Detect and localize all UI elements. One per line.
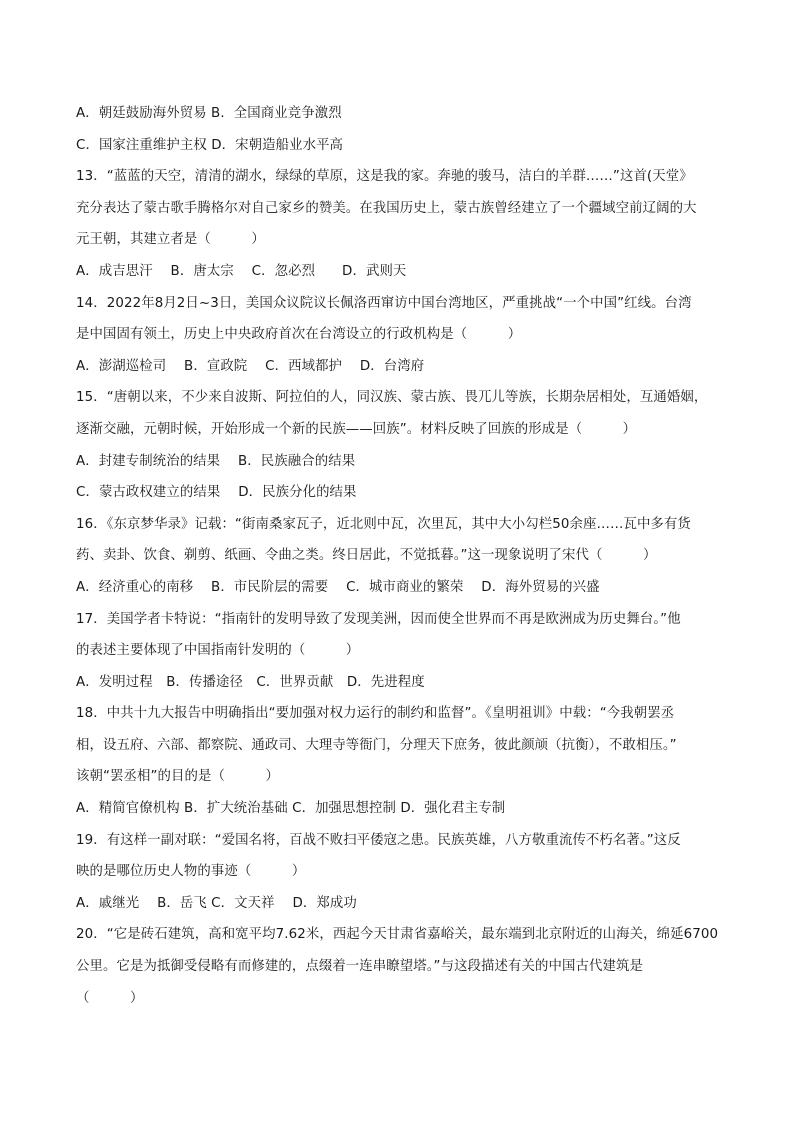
question-18-line-3: 该朝“罢丞相”的目的是（ ）	[76, 769, 279, 785]
option-line-12-ab: A．朝廷鼓励海外贸易 B．全国商业竞争激烈	[76, 106, 342, 121]
question-20-line-1: 20．“它是砖石建筑，高和宽平均7.62米，西起今天甘肃省嘉峪关，最东端到北京附近的山海关，绵延6700	[76, 927, 719, 943]
question-18-line-1: 18．中共十九大报告中明确指出“要加强对权力运行的制约和监督”。《皇明祖训》中载：“今我朝罢丞	[76, 706, 675, 722]
option-line-18: A．精简官僚机构 B．扩大统治基础 C．加强思想控制 D．强化君主专制	[76, 801, 506, 817]
question-16-line-1: 16．《东京梦华录》记载：“街南桑家瓦子，近北则中瓦，次里瓦，其中大小勾栏50余座……瓦中多有货	[76, 516, 691, 532]
question-15-line-1: 15．“唐朝以来，不少来自波斯、阿拉伯的人，同汉族、蒙古族、畏兀儿等族，长期杂居相处，互通婚姻，	[76, 390, 708, 406]
question-17-line-1: 17．美国学者卡特说：“指南针的发明导致了发现美洲，因而使全世界而不再是欧洲成为历史舞台。”他	[76, 611, 681, 627]
question-17-line-2: 的表述主要体现了中国指南针发明的（ ）	[76, 643, 360, 659]
option-line-15-ab: A．封建专制统治的结果 B．民族融合的结果	[76, 453, 356, 469]
question-18-line-2: 相，设五府、六部、都察院、通政司、大理寺等衙门，分理天下庶务，彼此颜颃（抗衡），不敢相压。”	[76, 737, 677, 753]
option-line-13: A．成吉思汗 B．唐太宗 C．忽必烈 D．武则天	[76, 263, 407, 279]
option-line-12-cd: C．国家注重维护主权 D．宋朝造船业水平高	[76, 137, 344, 153]
question-14-line-2: 是中国固有领土，历史上中央政府首次在台湾设立的行政机构是（ ）	[76, 327, 522, 343]
question-19-line-2: 映的是哪位历史人物的事迹（ ）	[76, 864, 306, 880]
question-20-line-3: （ ）	[76, 990, 144, 1006]
question-text-block	[76, 98, 724, 1014]
question-14-line-1: 14．2022年8月2日~3日，美国众议院议长佩洛西窜访中国台湾地区，严重挑战“一个中国”红线。台湾	[76, 295, 692, 311]
question-13-line-3: 元王朝，其建立者是（ ）	[76, 232, 265, 248]
question-20-line-2: 公里。它是为抵御受侵略有而修建的，点缀着一连串瞭望塔。”与这段描述有关的中国古代建筑是	[76, 959, 643, 975]
question-15-line-2: 逐渐交融，元朝时候，开始形成一个新的民族——回族”。材料反映了回族的形成是（ ）	[76, 421, 637, 437]
question-13-line-1: 13．“蓝蓝的天空，清清的湖水，绿绿的草原，这是我的家。奔驰的骏马，洁白的羊群……”这首(天堂》	[76, 169, 693, 185]
option-line-14: A．澎湖巡检司 B．宣政院 C．西域都护 D．台湾府	[76, 358, 425, 374]
question-13-line-2: 充分表达了蒙古歌手腾格尔对自己家乡的赞美。在我国历史上，蒙古族曾经建立了一个疆域空前辽阔的大	[76, 200, 697, 216]
question-19-line-1: 19．有这样一副对联：“爱国名将，百战不败扫平倭寇之患。民族英雄，八方敬重流传不朽名著。”这反	[76, 832, 681, 848]
option-line-15-cd: C．蒙古政权建立的结果 D．民族分化的结果	[76, 485, 357, 501]
option-line-19: A．戚继光 B．岳飞 C．文天祥 D．郑成功	[76, 895, 357, 911]
option-line-16: A．经济重心的南移 B．市民阶层的需要 C．城市商业的繁荣 D．海外贸易的兴盛	[76, 579, 600, 595]
option-line-17: A．发明过程 B．传播途径 C．世界贡献 D．先进程度	[76, 674, 425, 690]
question-16-line-2: 药、卖卦、饮食、剃剪、纸画、令曲之类。终日居此，不觉抵暮。”这一现象说明了宋代（ ）	[76, 548, 657, 564]
